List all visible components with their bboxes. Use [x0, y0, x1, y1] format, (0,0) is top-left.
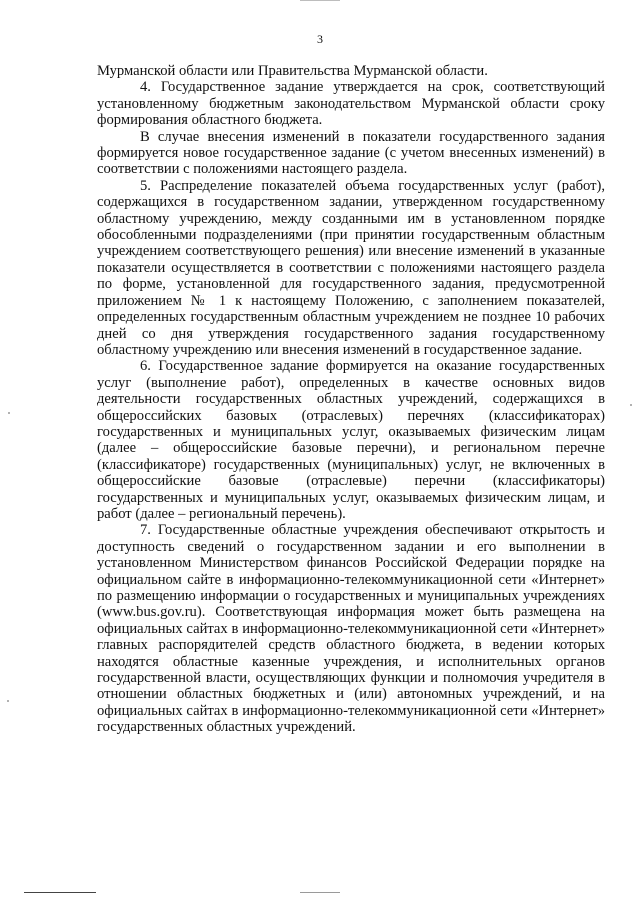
scan-edge-mark [300, 892, 340, 893]
page-number: 3 [317, 32, 323, 46]
scan-speck [8, 412, 10, 414]
scan-speck [630, 404, 632, 406]
paragraph-item-4: 4. Государственное задание утверждается на срок, соответствующий установленному бюджетным законодательством Мурманской области сроку формирования областного бюджета. [97, 79, 605, 129]
paragraph-continuation: Мурманской области или Правительства Мурманской области. [97, 63, 488, 79]
paragraph-item-5: 5. Распределение показателей объема государственных услуг (работ), содержащихся в государственном задании, утвержденном государственному областному учреждению, между созданными им в установленном порядке обособленными подразделениями (при принятии государственным областным учреждением соответствующего решения) или внесение изменений в указанные показатели осуществляется в соответствии с положениями настоящего раздела по форме, установленной для государственного задания, предусмотренной приложением № 1 к настоящему Положению, с заполнением показателей, определенных государственным областным учреждением не позднее 10 рабочих дней со дня утверждения государственного задания государственному областному учреждению или внесения изменений в государственное задание. [97, 177, 605, 358]
paragraph-item-6: 6. Государственное задание формируется на оказание государственных услуг (выполнение работ), определенных в качестве основных видов деятельности государственных областных учреждений, содержащихся в общероссийских базовых (отраслевых) перечнях (классификаторах) государственных и муниципальных услуг, оказываемых физическим лицам (далее – общероссийские базовые перечни), и региональном перечне (классификаторе) государственных (муниципальных) услуг, не включенных в общероссийские базовые (отраслевые) перечни (классификаторы) государственных и муниципальных услуг, оказываемых физическим лицам, и работ (далее – региональный перечень). [97, 358, 605, 522]
scan-edge-mark [24, 892, 96, 893]
paragraph-changes: В случае внесения изменений в показатели государственного задания формируется новое государственное задание (с учетом внесенных изменений) в соответствии с положениями настоящего раздела. [97, 128, 605, 178]
scan-speck [7, 700, 9, 702]
scan-edge-mark [300, 0, 340, 1]
document-body [97, 63, 605, 736]
paragraph-item-7: 7. Государственные областные учреждения обеспечивают открытость и доступность сведений о государственном задании и его выполнении в установленном Министерством финансов Российской Федерации порядке на официальном сайте в информационно-телекоммуникационной сети «Интернет» по размещению информации о государственных и муниципальных учреждениях (www.bus.gov.ru). Соответствующая информация может быть размещена на официальных сайтах в информационно-телекоммуникационной сети «Интернет» главных распорядителей средств областного бюджета, в ведении которых находятся областные казенные учреждения, и исполнительных органов государственной власти, осуществляющих функции и полномочия учредителя в отношении областных бюджетных и (или) автономных учреждений, и на официальных сайтах в информационно-телекоммуникационной сети «Интернет» государственных областных учреждений. [97, 522, 605, 736]
